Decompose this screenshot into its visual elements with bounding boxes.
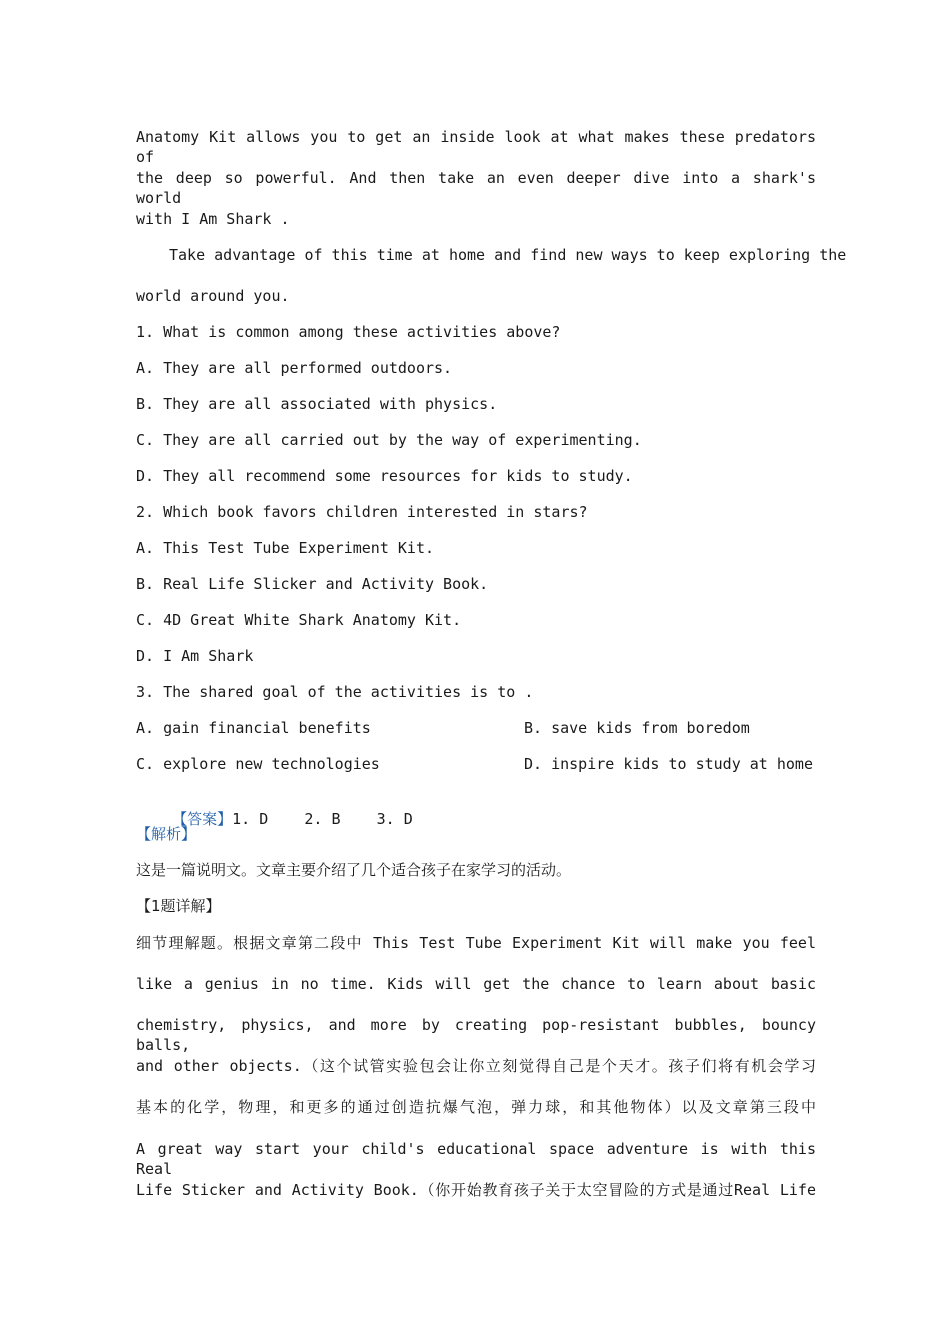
question-option: A. gain financial benefits	[136, 719, 371, 737]
passage-line: world around you.	[136, 287, 290, 305]
analysis-summary: 这是一篇说明文。文章主要介绍了几个适合孩子在家学习的活动。	[136, 861, 572, 879]
detail-line: A great way start your child's educational space adventure is with this Real	[136, 1140, 816, 1178]
question-option: A. They are all performed outdoors.	[136, 359, 453, 377]
question-stem: 2. Which book favors children interested in stars?	[136, 503, 588, 521]
detail-line: 细节理解题。根据文章第二段中 This Test Tube Experiment Kit will make you feel	[136, 934, 816, 952]
analysis-label: 【解析】	[136, 825, 197, 843]
detail-line: and other objects.（这个试管实验包会让你立刻觉得自己是个天才。孩子们将有机会学习	[136, 1057, 816, 1075]
question-option: B. save kids from boredom	[524, 719, 750, 737]
detail-label: 【1题详解】	[136, 897, 221, 915]
detail-line: 基本的化学，物理，和更多的通过创造抗爆气泡，弹力球，和其他物体）以及文章第三段中	[136, 1098, 816, 1116]
passage-line: the deep so powerful. And then take an even deeper dive into a shark's world	[136, 169, 816, 207]
question-option: B. Real Life Slicker and Activity Book.	[136, 575, 489, 593]
question-option: D. I Am Shark	[136, 647, 254, 665]
question-option: C. 4D Great White Shark Anatomy Kit.	[136, 611, 462, 629]
question-stem: 1. What is common among these activities above?	[136, 323, 561, 341]
detail-line: like a genius in no time. Kids will get the chance to learn about basic	[136, 975, 816, 993]
question-option: A. This Test Tube Experiment Kit.	[136, 539, 435, 557]
answer-text: 1. D 2. B 3. D	[232, 810, 413, 828]
passage-line: Anatomy Kit allows you to get an inside look at what makes these predators of	[136, 128, 816, 166]
question-stem: 3. The shared goal of the activities is to .	[136, 683, 534, 701]
detail-line: chemistry, physics, and more by creating pop-resistant bubbles, bouncy balls,	[136, 1016, 816, 1054]
question-option: D. They all recommend some resources for kids to study.	[136, 467, 633, 485]
question-option: B. They are all associated with physics.	[136, 395, 498, 413]
question-option: C. They are all carried out by the way of experimenting.	[136, 431, 642, 449]
answer-label: 【答案】	[172, 810, 233, 828]
question-option: D. inspire kids to study at home	[524, 755, 813, 773]
passage-line: Take advantage of this time at home and find new ways to keep exploring the	[169, 246, 847, 264]
question-option: C. explore new technologies	[136, 755, 380, 773]
detail-line: Life Sticker and Activity Book.（你开始教育孩子关于太空冒险的方式是通过Real Life	[136, 1181, 816, 1199]
passage-line: with I Am Shark .	[136, 210, 290, 228]
